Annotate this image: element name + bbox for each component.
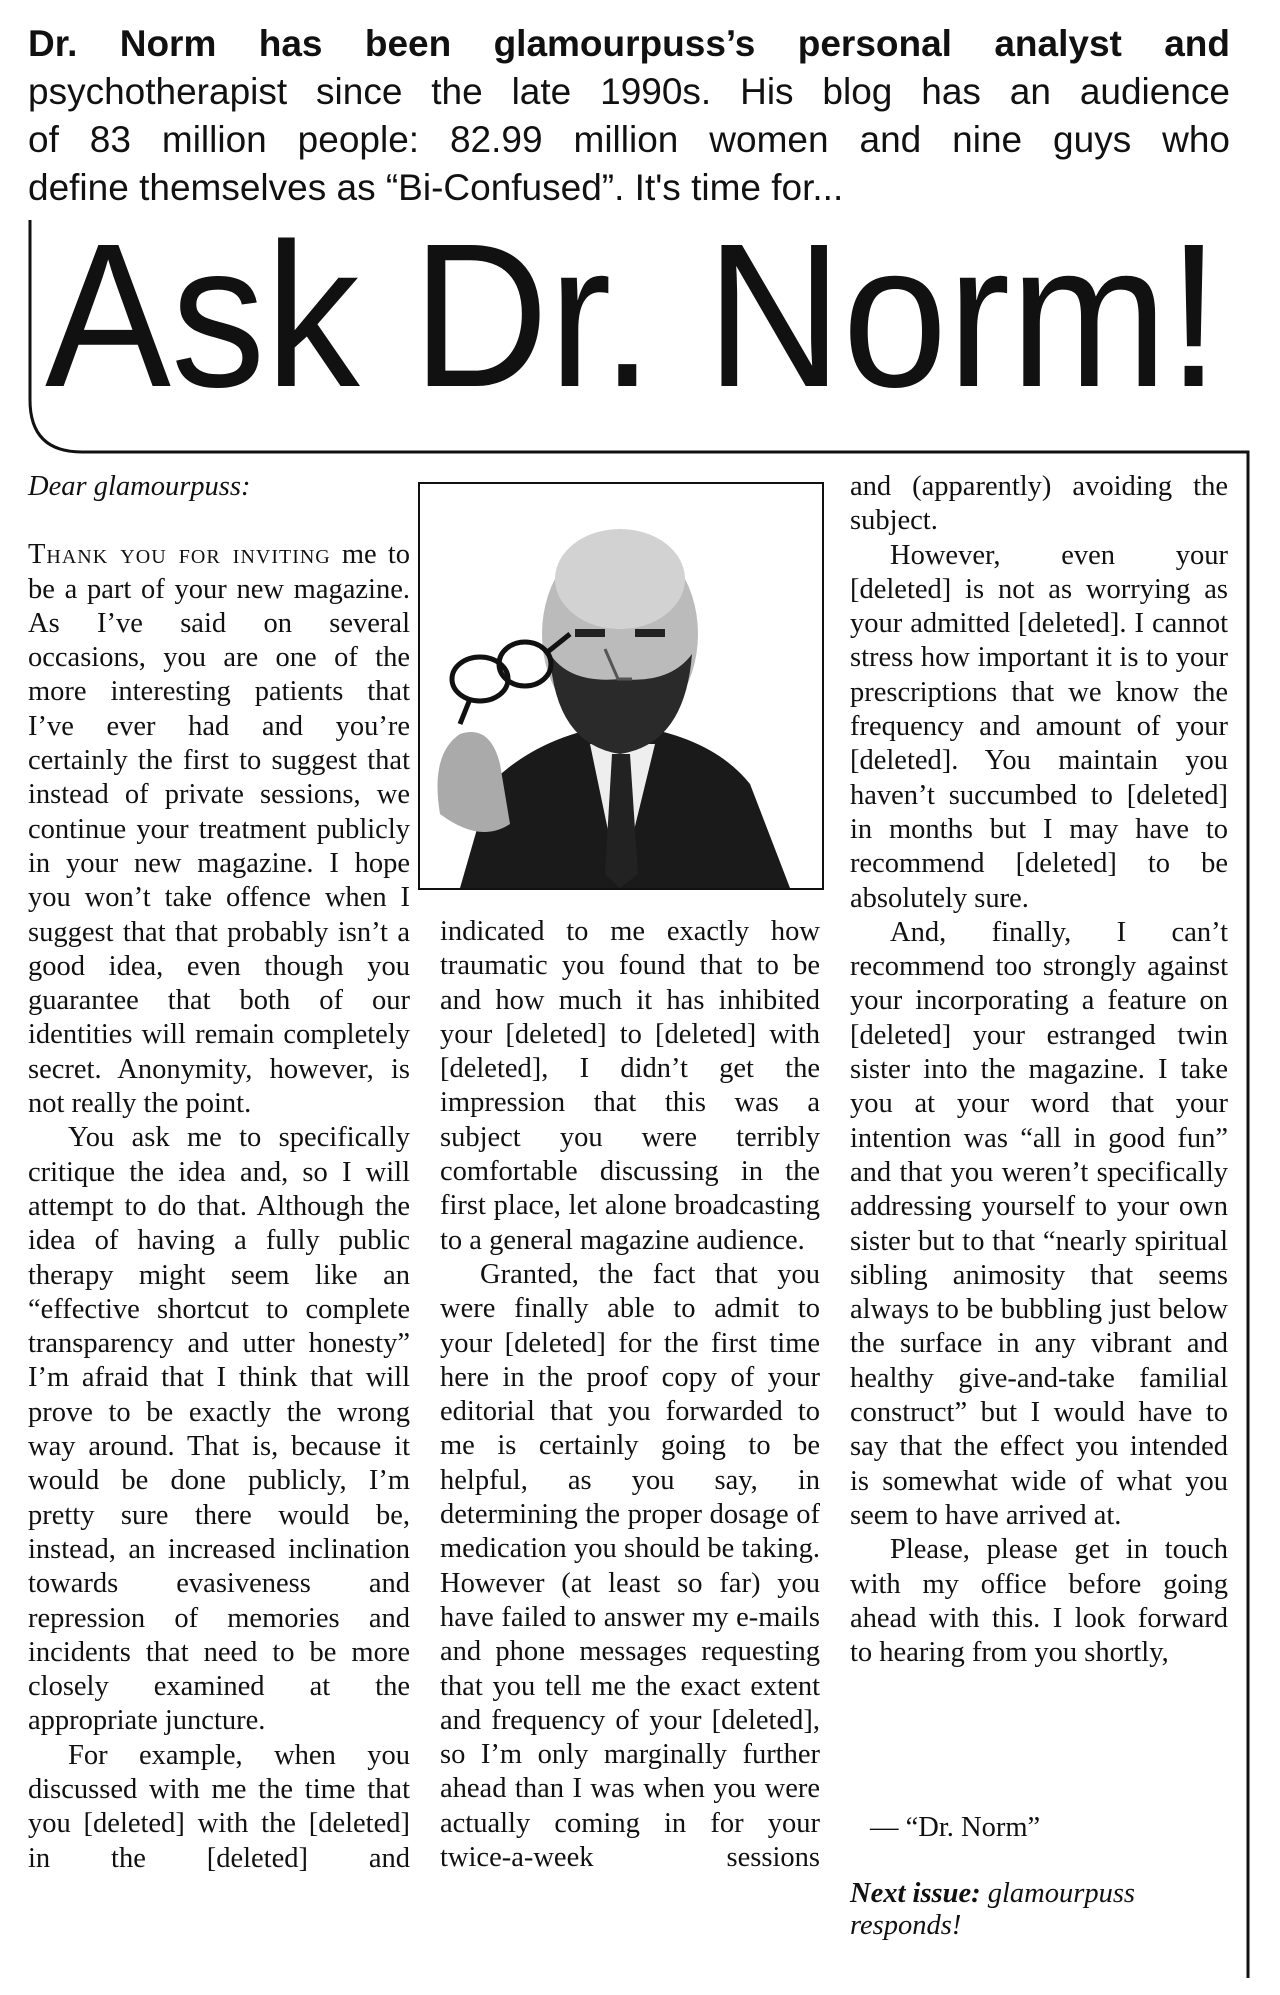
- next-issue-note: [850, 1878, 1180, 1942]
- letter-column-2: [440, 915, 820, 1875]
- paragraph: You ask me to specifically critique the idea and, so I will attempt to do that. Although the idea of having a fully public therapy might seem like an “effective shortcut to complete transparency and utter honesty” I’m afraid that I think that will prove to be exactly the wrong way around. That is, because it would be done publicly, I’m pretty sure there would be, instead, an increased inclination towards evasiveness and repression of memories and incidents that need to be more closely examined at the appropriate juncture.: [28, 1122, 410, 1737]
- letter-column-1: [28, 470, 410, 1876]
- lead-in: Thank you for inviting: [28, 539, 331, 571]
- signature: — “Dr. Norm”: [870, 1812, 1041, 1843]
- intro-line-2: psychotherapist since the late 1990s. His blog has an audience: [28, 71, 1230, 112]
- next-issue-text: glamourpuss responds!: [850, 1878, 1136, 1941]
- paragraph: And, finally, I can’t recommend too strongly against your incorporating a feature on [deleted] your estranged twin sister into the magazine. I take you at your word that your intention was “all in good fun” and that you weren’t specifically addressing yourself to your own sister but to that “nearly spiritual sibling animosity that seems always to be bubbling just below the surface in any vibrant and healthy give-and-take familial construct” but I would have to say that the effect you intended is somewhat wide of what you seem to have arrived at.: [850, 916, 1228, 1531]
- next-issue-label: Next issue:: [850, 1878, 981, 1909]
- letter-column-3: [850, 470, 1228, 1670]
- salutation: Dear glamourpuss:: [28, 471, 251, 502]
- intro-line-3: of 83 million people: 82.99 million women and nine guys who: [28, 119, 1230, 160]
- paragraph: For example, when you discussed with me the time that you [deleted] with the [deleted] in the [deleted] and: [28, 1739, 410, 1874]
- paragraph: [28, 538, 410, 1121]
- paragraph: Granted, the fact that you were finally able to admit to your [deleted] for the first time here in the proof copy of your editorial that you forwarded to me is certainly going to be helpful, as you say, in determining the proper dosage of medication you should be taking. However (at least so far) you have failed to answer my e-mails and phone messages requesting that you tell me the exact extent and frequency of your [deleted], so I’m only marginally further ahead than I was when you were actually coming in for your twice-a-week sessions: [440, 1258, 820, 1874]
- paragraph: and (apparently) avoiding the subject.: [850, 471, 1228, 537]
- paragraph: indicated to me exactly how traumatic you found that to be and how much it has inhibited your [deleted] to [deleted] with [deleted], I didn’t get the impression that this was a subject you were terribly comfortable discussing in the first place, let alone broadcasting to a general magazine audience.: [440, 916, 820, 1256]
- intro-line-4: define themselves as “Bi-Confused”. It's time for...: [28, 167, 844, 208]
- paragraph: However, even your [deleted] is not as worrying as your admitted [deleted]. I cannot stress how important it is to your prescriptions that we know the frequency and amount of your [deleted]. You maintain you haven’t succumbed to [deleted] in months but I may have to recommend [deleted] to be absolutely sure.: [850, 539, 1228, 914]
- dr-norm-photo: [418, 482, 824, 890]
- page-title: Ask Dr. Norm!: [45, 201, 1220, 430]
- intro-line-1: Dr. Norm has been glamourpuss’s personal analyst and: [28, 23, 1230, 64]
- paragraph-text: me to be a part of your new magazine. As I’ve said on several occasions, you are one of the more interesting patients that I’ve ever had and you’re certainly the first to suggest that instead of private sessions, we continue your treatment publicly in your new magazine. I hope you won’t take offence when I suggest that that probably isn’t a good idea, even though you guarantee that both of our identities will remain completely secret. Anonymity, however, is not really the point.: [28, 539, 410, 1120]
- paragraph: Please, please get in touch with my office before going ahead with this. I look forward to hearing from you shortly,: [850, 1534, 1228, 1669]
